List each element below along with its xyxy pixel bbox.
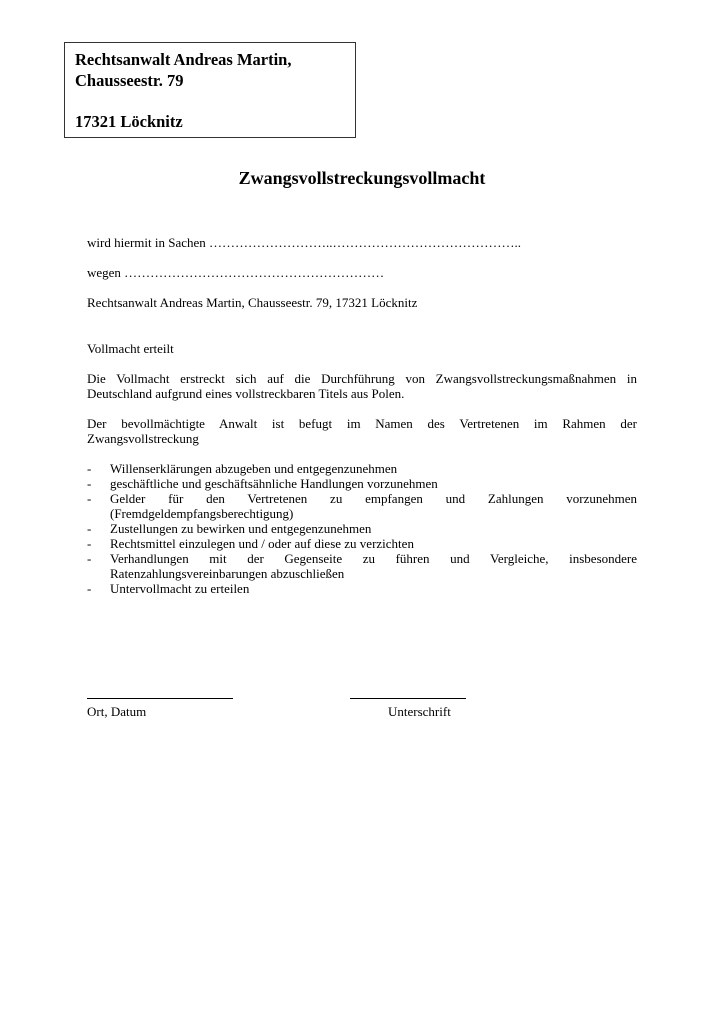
list-item-text: Zustellungen zu bewirken und entgegenzunehmen [110,521,372,536]
list-dash: - [87,551,92,566]
case-field: wird hiermit in Sachen ………………………..…………………………………….. [87,235,522,250]
list-item-text-continued: (Fremdgeldempfangsberechtigung) [110,506,294,521]
place-date-line [87,698,233,699]
list-item [87,476,637,491]
list-dash: - [87,536,92,551]
signature-label: Unterschrift [388,704,451,719]
powers-list [87,461,637,596]
attorney-line: Rechtsanwalt Andreas Martin, Chausseestr. 79, 17321 Löcknitz [87,295,418,310]
signature-line [350,698,466,699]
list-item [87,536,637,551]
list-item-text: Gelder für den Vertretenen zu empfangen und Zahlungen vorzunehmen [110,491,637,506]
address-spacer [75,91,345,111]
list-item-text: Untervollmacht zu erteilen [110,581,250,596]
place-date-label: Ort, Datum [87,704,147,719]
list-item-text: Rechtsmittel einzulegen und / oder auf diese zu verzichten [110,536,414,551]
list-dash: - [87,476,92,491]
grant-statement: Vollmacht erteilt [87,341,174,356]
sender-city: 17321 Löcknitz [75,112,183,131]
list-dash: - [87,581,92,596]
list-dash: - [87,491,92,506]
sender-name: Rechtsanwalt Andreas Martin, [75,50,292,69]
list-item [87,461,637,476]
list-dash: - [87,521,92,536]
list-item [87,581,637,596]
list-item [87,491,637,521]
scope-paragraph: Die Vollmacht erstreckt sich auf die Durchführung von Zwangsvollstreckungsmaßnahmen in Deutschland aufgrund eines vollstreckbaren Titels aus Polen. [87,371,637,401]
sender-address-box [64,42,356,138]
intro-line-1: Der bevollmächtigte Anwalt ist befugt im Namen des Vertretenen im Rahmen der [87,416,637,431]
list-item-text: geschäftliche und geschäftsähnliche Handlungen vorzunehmen [110,476,438,491]
list-item-text: Verhandlungen mit der Gegenseite zu führen und Vergleiche, insbesondere [110,551,637,566]
reason-field: wegen …………………………………………………… [87,265,385,280]
intro-line-2: Zwangsvollstreckung [87,431,199,446]
list-item [87,551,637,581]
sender-street: Chausseestr. 79 [75,71,184,90]
document-title: Zwangsvollstreckungsvollmacht [238,168,486,188]
list-dash: - [87,461,92,476]
list-item-text-continued: Ratenzahlungsvereinbarungen abzuschließen [110,566,345,581]
list-item [87,521,637,536]
list-item-text: Willenserklärungen abzugeben und entgegenzunehmen [110,461,398,476]
